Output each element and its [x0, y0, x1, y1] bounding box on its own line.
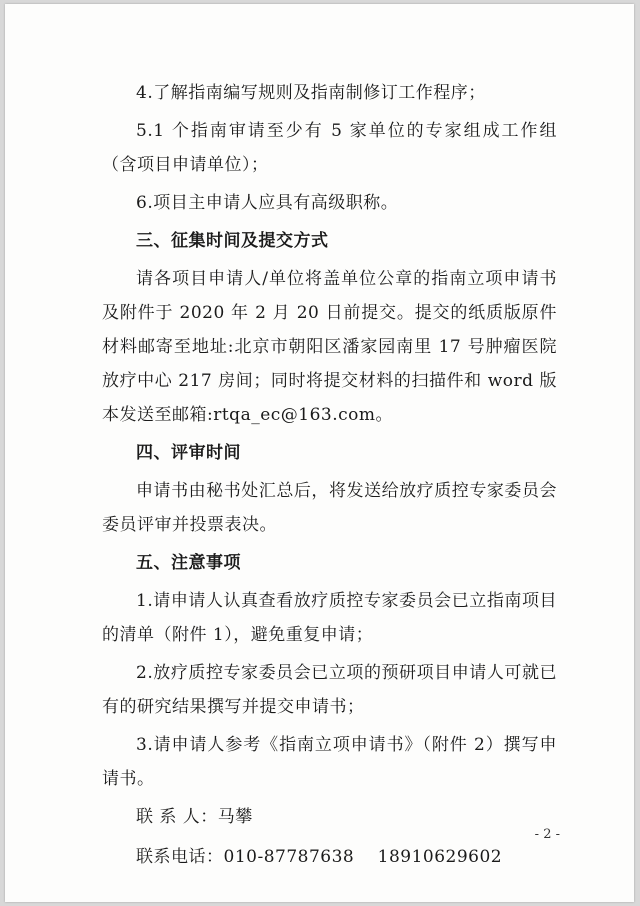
page-number: - 2 - — [534, 827, 560, 842]
section-heading-notes: 五、注意事项 — [136, 553, 241, 573]
section-heading-submission: 三、征集时间及提交方式 — [136, 231, 329, 251]
contact-phone: 联系电话：010-87787638 18910629602 — [136, 847, 503, 867]
section-body-review: 申请书由秘书处汇总后，将发送给放疗质控专家委员会委员评审并投票表决。 — [102, 481, 557, 535]
contact-person: 联 系 人：马攀 — [136, 807, 253, 827]
note-item-3: 3.请申请人参考《指南立项申请书》（附件 2）撰写申请书。 — [102, 735, 557, 789]
section-heading-review: 四、评审时间 — [136, 443, 241, 463]
document-body — [102, 76, 557, 880]
requirement-item-6: 6.项目主申请人应具有高级职称。 — [136, 193, 399, 213]
requirement-item-5: 5.1 个指南审请至少有 5 家单位的专家组成工作组（含项目申请单位）； — [102, 121, 557, 175]
document-page — [5, 4, 634, 902]
requirement-item-4: 4.了解指南编写规则及指南制修订工作程序； — [136, 83, 486, 103]
section-body-submission: 请各项目申请人/单位将盖单位公章的指南立项申请书及附件于 2020 年 2 月 20 日前提交。提交的纸质版原件材料邮寄至地址:北京市朝阳区潘家园南里 17 号肿瘤医院放疗中心 217 房间；同时将提交材料的扫描件和 word 版本发送至邮箱:rtqa_ec@163.com。 — [102, 269, 557, 425]
note-item-1: 1.请申请人认真查看放疗质控专家委员会已立指南项目的清单（附件 1），避免重复申请； — [102, 591, 557, 645]
note-item-2: 2.放疗质控专家委员会已立项的预研项目申请人可就已有的研究结果撰写并提交申请书； — [102, 663, 557, 717]
